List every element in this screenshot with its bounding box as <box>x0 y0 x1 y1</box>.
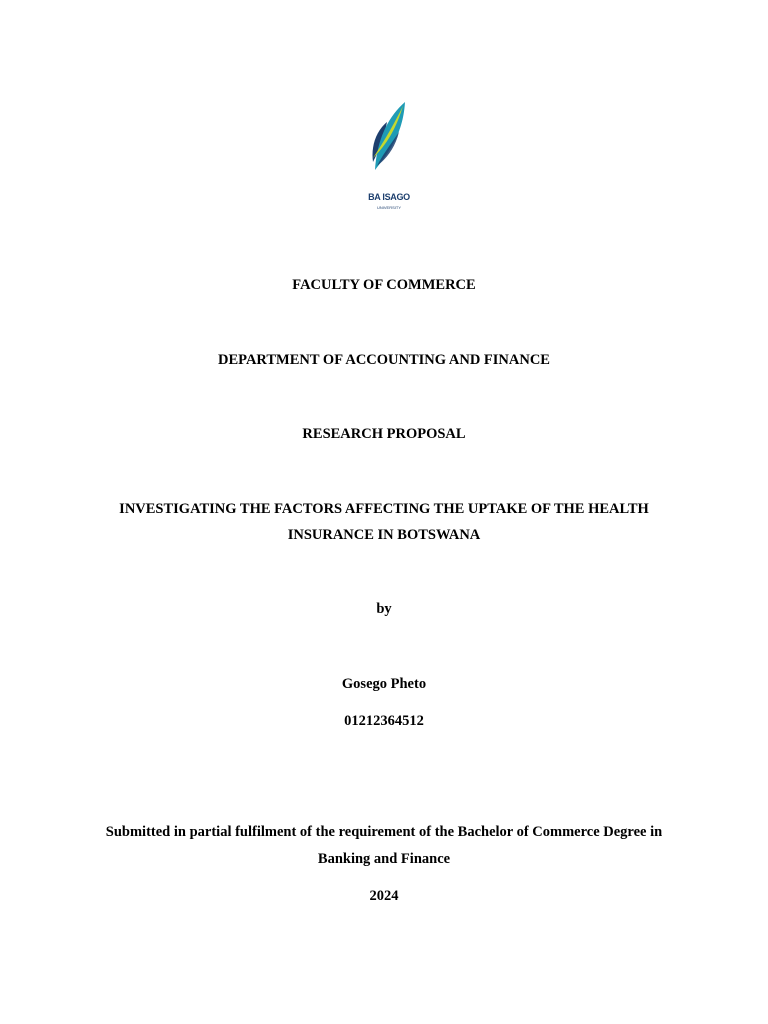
submission-line-1: Submitted in partial fulfilment of the requirement of the Bachelor of Commerce Degree in <box>105 824 663 840</box>
submission-year: 2024 <box>369 888 399 904</box>
logo-subtitle: UNIVERSITY <box>376 205 401 210</box>
document-type: RESEARCH PROPOSAL <box>302 426 466 442</box>
title-line-1: INVESTIGATING THE FACTORS AFFECTING THE UPTAKE OF THE HEALTH <box>119 501 649 517</box>
student-number: 01212364512 <box>344 713 424 729</box>
logo-name: BA ISAGO <box>368 192 410 202</box>
title-line-2: INSURANCE IN BOTSWANA <box>287 527 481 543</box>
author-name: Gosego Pheto <box>341 676 427 692</box>
faculty-heading: FACULTY OF COMMERCE <box>292 277 476 293</box>
submission-line-2: Banking and Finance <box>317 851 451 867</box>
by-label: by <box>376 601 392 617</box>
department-heading: DEPARTMENT OF ACCOUNTING AND FINANCE <box>218 352 550 368</box>
university-logo <box>329 92 449 218</box>
leaf-icon <box>329 92 449 192</box>
